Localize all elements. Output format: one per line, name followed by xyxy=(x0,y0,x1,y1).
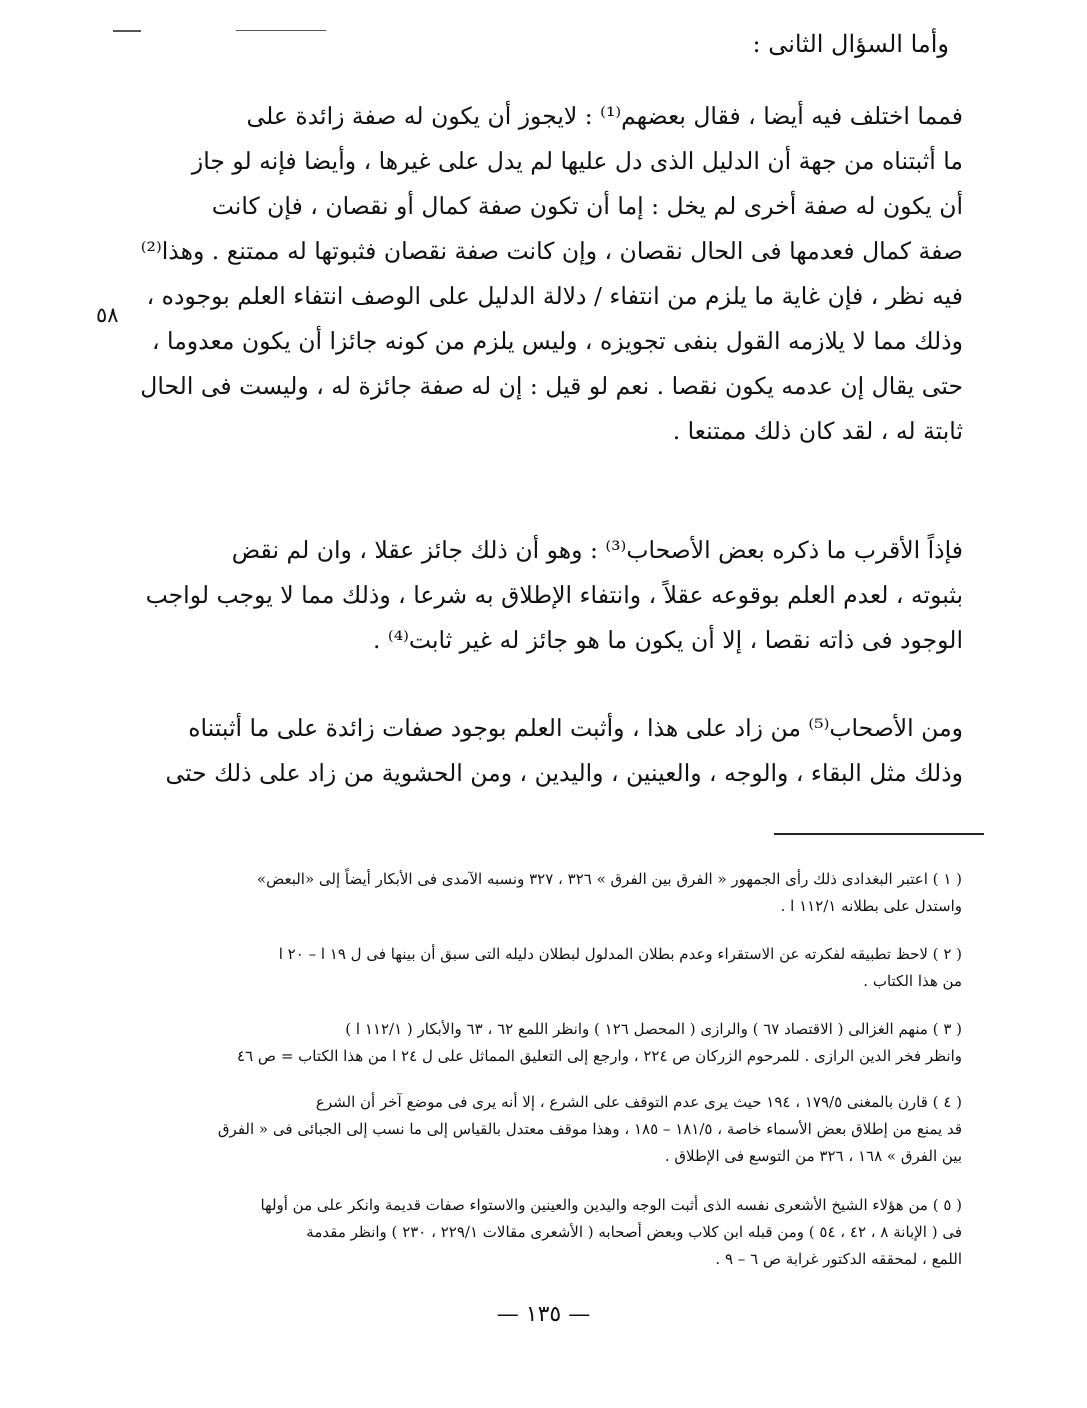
text-line: ما أثبتناه من جهة أن الدليل الذى دل عليها لم يدل على غيرها ، وأيضا فإنه لو جاز xyxy=(191,147,963,175)
footnote-line: وانظر فخر الدين الرازى . للمرحوم الزركان ص ٢٢٤ ، وارجع إلى التعليق المماثل على ل ٢٤ ا من هذا الكتاب = ص ٤٦ xyxy=(237,1047,962,1065)
paragraph-2 xyxy=(123,528,963,663)
footnote-line: اللمع ، لمحققه الدكتور غرابة ص ٦ – ٩ . xyxy=(715,1250,962,1268)
text-line: صفة كمال فعدمها فى الحال نقصان ، وإن كانت صفة نقصان فثبوتها له ممتنع . وهذا⁽²⁾ xyxy=(140,237,963,265)
text-line: ثابتة له ، لقد كان ذلك ممتنعا . xyxy=(672,417,963,445)
footnote-3 xyxy=(122,1016,962,1070)
page-number: — ١٣٥ — xyxy=(496,1302,591,1327)
text-line: فإذاً الأقرب ما ذكره بعض الأصحاب⁽³⁾ : وهو أن ذلك جائز عقلا ، وان لم نقض xyxy=(231,536,963,564)
text-line: فمما اختلف فيه أيضا ، فقال بعضهم⁽¹⁾ : لايجوز أن يكون له صفة زائدة على xyxy=(246,102,963,130)
text-line: بثبوته ، لعدم العلم بوقوعه عقلاً ، وانتفاء الإطلاق به شرعا ، وذلك مما لا يوجب لواجب xyxy=(145,581,963,609)
footnote-line: قد يمنع من إطلاق بعض الأسماء خاصة ، ١٨١/٥ – ١٨٥ ، وهذا موقف معتدل بالقياس إلى ما نسب إلى الجبائى فى « الفرق xyxy=(217,1120,962,1138)
footnote-line: ( ٤ ) قارن بالمغنى ١٧٩/٥ ، ١٩٤ حيث يرى عدم التوقف على الشرع ، إلا أنه يرى فى موضع آخر أن الشرع xyxy=(315,1093,962,1111)
text-line: فيه نظر ، فإن غاية ما يلزم من انتفاء / دلالة الدليل على الوصف انتفاء العلم بوجوده ، xyxy=(146,282,963,310)
footnote-5 xyxy=(122,1192,962,1273)
footnote-line: ( ١ ) اعتبر البغدادى ذلك رأى الجمهور « الفرق بين الفرق » ٣٢٦ ، ٣٢٧ ونسبه الآمدى فى الأبكار أيضاً إلى «البعض» xyxy=(256,870,962,888)
text-line: ومن الأصحاب⁽⁵⁾ من زاد على هذا ، وأثبت العلم بوجود صفات زائدة على ما أثبتناه xyxy=(188,714,963,742)
margin-folio-number: ٥٨ xyxy=(96,303,119,327)
footnote-line: بين الفرق » ١٦٨ ، ٣٢٦ من التوسع فى الإطلاق . xyxy=(664,1147,962,1165)
paragraph-3 xyxy=(123,706,963,796)
text-line: وذلك مما لا يلازمه القول بنفى تجويزه ، وليس يلزم من كونه جائزا أن يكون معدوما ، xyxy=(152,327,963,355)
section-heading: وأما السؤال الثانى : xyxy=(752,30,949,58)
footnote-line: من هذا الكتاب . xyxy=(863,972,962,990)
footnote-line: ( ٥ ) من هؤلاء الشيخ الأشعرى نفسه الذى أثبت الوجه واليدين والعينين والاستواء صفات قديمة وانكر على من أولها xyxy=(260,1196,962,1214)
footnote-2 xyxy=(122,941,962,995)
footnote-1 xyxy=(122,866,962,920)
text-line: حتى يقال إن عدمه يكون نقصا . نعم لو قيل : إن له صفة جائزة له ، وليست فى الحال xyxy=(140,372,963,400)
paragraph-1 xyxy=(123,94,963,454)
footnote-line: ( ٢ ) لاحظ تطبيقه لفكرته عن الاستقراء وعدم بطلان المدلول لبطلان دليله التى سبق أن بينها فى ل ١٩ ا – ٢٠ ا xyxy=(278,945,962,963)
text-line: الوجود فى ذاته نقصا ، إلا أن يكون ما هو جائز له غير ثابت⁽⁴⁾ . xyxy=(372,626,963,654)
footnote-line: واستدل على بطلانه ١١٢/١ ا . xyxy=(780,897,962,915)
footnote-4 xyxy=(122,1089,962,1170)
scan-artifact xyxy=(113,30,141,32)
scan-artifact xyxy=(236,30,326,31)
text-line: أن يكون له صفة أخرى لم يخل : إما أن تكون صفة كمال أو نقصان ، فإن كانت xyxy=(211,192,963,220)
footnote-line: ( ٣ ) منهم الغزالى ( الاقتصاد ٦٧ ) والرازى ( المحصل ١٢٦ ) وانظر اللمع ٦٢ ، ٦٣ والأبكار ( ١١٢/١ ا ) xyxy=(345,1020,962,1038)
footnote-line: فى ( الإبانة ٨ ، ٤٢ ، ٥٤ ) ومن قبله ابن كلاب وبعض أصحابه ( الأشعرى مقالات ٢٢٩/١ ، ٢٣٠ ) وانظر مقدمة xyxy=(306,1223,962,1241)
footnote-separator xyxy=(774,833,984,835)
text-line: وذلك مثل البقاء ، والوجه ، والعينين ، واليدين ، ومن الحشوية من زاد على ذلك حتى xyxy=(165,759,963,787)
